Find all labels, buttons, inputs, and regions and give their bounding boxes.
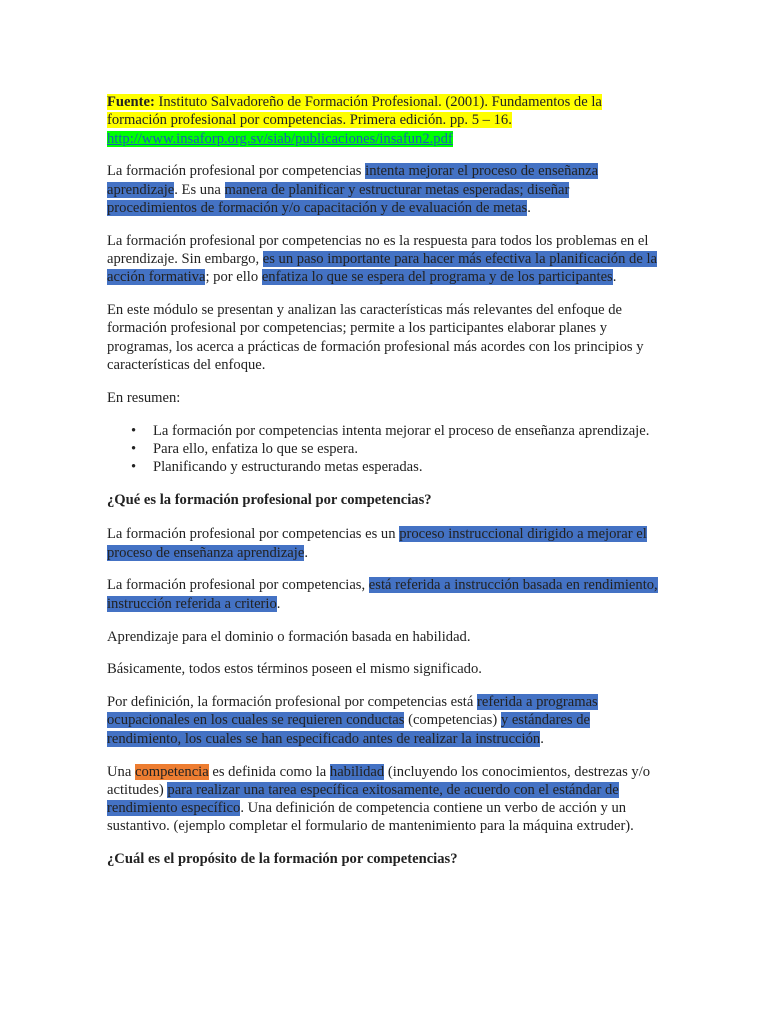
source-text: Instituto Salvadoreño de Formación Profesional. (2001). Fundamentos de la formación profesional por competencias. Primera edición. pp. 5 – 16. xyxy=(107,94,602,129)
blue-highlight: está referida a instrucción basada en rendimiento, instrucción referida a criterio xyxy=(107,577,658,612)
list-item-text: La formación por competencias intenta mejorar el proceso de enseñanza aprendizaje. xyxy=(153,422,650,439)
bullet-icon: • xyxy=(131,459,137,476)
list-item xyxy=(131,440,662,458)
blue-highlight: referida a programas ocupacionales en los cuales se requieren conductas xyxy=(107,694,598,729)
blue-highlight: es un paso importante para hacer más efectiva la planificación de la acción formativa xyxy=(107,251,658,286)
text-run: (incluyendo los conocimientos, destrezas y/o actitudes) xyxy=(107,763,651,798)
paragraph-4 xyxy=(107,525,662,562)
blue-highlight: habilidad xyxy=(329,763,385,780)
summary-intro: En resumen: xyxy=(107,389,181,406)
paragraph-9 xyxy=(107,763,662,836)
text-run: Una xyxy=(107,763,135,780)
list-item-text: Planificando y estructurando metas esperadas. xyxy=(153,459,423,476)
text-run: . Una definición de competencia contiene un verbo de acción y un sustantivo. (ejemplo completar el formulario de mantenimiento para la máquina extruder). xyxy=(107,800,634,835)
section-heading-1: ¿Qué es la formación profesional por competencias? xyxy=(107,492,432,509)
blue-highlight: proceso instruccional dirigido a mejorar el proceso de enseñanza aprendizaje xyxy=(107,526,647,561)
text-run: La formación profesional por competencias no es la respuesta para todos los problemas en el aprendizaje. Sin embargo, xyxy=(107,232,649,268)
section-heading-2: ¿Cuál es el propósito de la formación por competencias? xyxy=(107,851,458,868)
text-run: La formación profesional por competencias xyxy=(107,163,366,180)
text-run: . Es una xyxy=(174,181,225,198)
paragraph-1 xyxy=(107,162,662,217)
blue-highlight: y estándares de rendimiento, los cuales se han especificado antes de realizar la instrucción xyxy=(107,712,591,747)
list-item-text: Para ello, enfatiza lo que se espera. xyxy=(153,440,359,457)
list-item xyxy=(131,422,662,440)
source-label: Fuente: xyxy=(107,94,155,110)
summary-list xyxy=(107,422,662,477)
document-page xyxy=(107,93,662,885)
text-run: . xyxy=(304,544,308,561)
paragraph-6: Aprendizaje para el dominio o formación basada en habilidad. xyxy=(107,628,471,645)
paragraph-7: Básicamente, todos estos términos poseen el mismo significado. xyxy=(107,661,482,678)
orange-highlight: competencia xyxy=(134,763,209,780)
text-run: ; por ello xyxy=(205,269,262,286)
text-run: . xyxy=(612,269,617,286)
paragraph-3: En este módulo se presentan y analizan las características más relevantes del enfoque de formación profesional por competencias; permite a los participantes elaborar planes y programas, los acerca a prácticas de formación profesional más acordes con los principios y características del enfoque. xyxy=(107,302,644,374)
paragraph-8 xyxy=(107,693,662,748)
blue-highlight: enfatiza lo que se espera del programa y de los participantes xyxy=(261,269,613,286)
paragraph-2 xyxy=(107,232,662,287)
text-run: Por definición, la formación profesional por competencias está xyxy=(107,694,477,711)
blue-highlight: manera de planificar y estructurar metas esperadas; diseñar procedimientos de formación y/o capacitación y de evaluación de metas xyxy=(107,181,570,216)
source-citation xyxy=(107,93,662,148)
text-run: La formación profesional por competencias, xyxy=(107,577,369,594)
list-item xyxy=(131,458,662,476)
text-run: . xyxy=(276,595,281,612)
bullet-icon: • xyxy=(131,422,137,439)
blue-highlight: intenta mejorar el proceso de enseñanza aprendizaje xyxy=(107,163,599,198)
text-run: La formación profesional por competencias es un xyxy=(107,526,400,543)
text-run: es definida como la xyxy=(208,763,330,780)
text-run: . xyxy=(540,730,544,747)
blue-highlight: para realizar una tarea específica exitosamente, de acuerdo con el estándar de rendimiento específico xyxy=(107,781,619,817)
text-run: (competencias) xyxy=(404,712,501,729)
paragraph-5 xyxy=(107,576,662,613)
source-link[interactable]: http://www.insaforp.org.sv/siab/publicaciones/insafun2.pdf xyxy=(107,130,453,147)
bullet-icon: • xyxy=(131,440,137,457)
text-run: . xyxy=(527,199,531,216)
